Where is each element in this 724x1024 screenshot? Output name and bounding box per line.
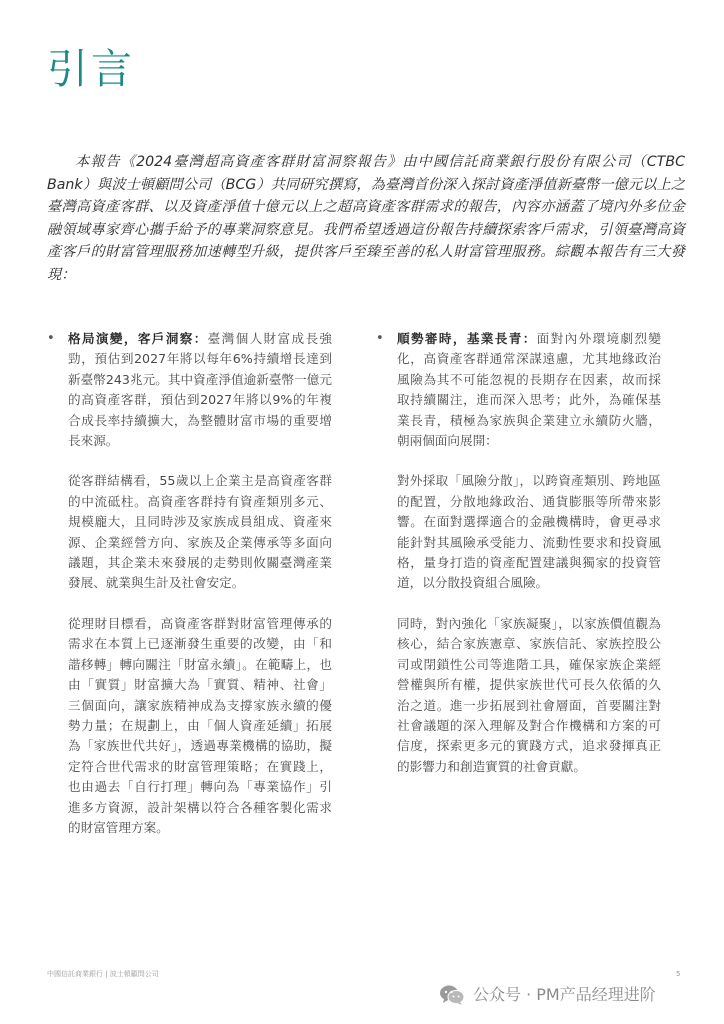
intro-paragraph: 本報告《2024臺灣超高資產客群財富洞察報告》由中國信託商業銀行股份有限公司（CTBC Bank）與波士頓顧問公司（BCG）共同研究撰寫，為臺灣首份深入探討資產淨值新臺幣一億元以上之臺灣高資產客群、以及資產淨值十億元以上之超高資產客群需求的報告，內容亦涵蓋了境內外多位金融領域專家齊心攜手給予的專業洞察意見。我們希望透過這份報告持續探索客戶需求，引領臺灣高資產客戶的財富管理服務加速轉型升級，提供客戶至臻至善的私人財富管理服務。綜觀本報告有三大發現： — [47, 154, 685, 283]
finding-2-paragraph-3: 同時，對內強化「家族凝聚」，以家族價值觀為核心，結合家族憲章、家族信託、家族控股公司或閉鎖性公司等進階工具，確保家族企業經營權與所有權，提供家族世代可長久依循的久治之道。進一步拓展到社會層面，首要關注對社會議題的深入理解及對合作機構和方案的可信度，探索更多元的實踐方式，追求發揮真正的影響力和創造實質的社會貢獻。 — [397, 615, 661, 774]
finding-2-heading: 順勢審時，基業長青： — [397, 331, 537, 346]
watermark-text: 公众号 · PM产品经理进阶 — [473, 985, 656, 1004]
bullet-icon: • — [47, 331, 55, 346]
finding-2-paragraph-2: 對外採取「風險分散」，以跨資產類別、跨地區的配置，分散地緣政治、通貨膨脹等所帶來影響。在面對選擇適合的金融機構時，會更尋求能針對其風險承受能力、流動性要求和投資風格，量身打造的資產配置建議與獨家的投資管道，以分散投資組合風險。 — [397, 473, 661, 591]
watermark — [439, 984, 656, 1006]
finding-1-heading: 格局演變，客戶洞察： — [68, 331, 208, 346]
finding-1-text-1: 臺灣個人財富成長強勁，預估到2027年將以每年6%持續增長達到新臺幣243兆元。其中資產淨值逾新臺幣一億元的高資產客群，預估到2027年將以9%的年複合成長率持續擴大，為整體財富市場的重要增長來源。 — [68, 331, 333, 449]
bullet-icon: • — [376, 331, 384, 346]
page-number: 5 — [676, 970, 681, 978]
wechat-icon — [439, 984, 465, 1006]
right-column — [376, 329, 661, 797]
footer-source: 中國信託商業銀行 | 波士頓顧問公司 — [47, 970, 159, 978]
page-title: 引言 — [47, 45, 135, 93]
finding-1-paragraph-2: 從客群結構看，55歲以上企業主是高資產客群的中流砥柱。高資產客群持有資產類別多元、規模龐大，且同時涉及家族成員組成、資產來源、企業經營方向、家族及企業傳承等多面向議題，其企業未來發展的走勢則攸關臺灣產業發展、就業與生計及社會安定。 — [68, 473, 332, 591]
finding-item-2 — [376, 329, 661, 777]
finding-1-paragraph-1 — [68, 329, 332, 451]
finding-1-paragraph-3: 從理財目標看，高資產客群對財富管理傳承的需求在本質上已逐漸發生重要的改變，由「和諧移轉」轉向關注「財富永續」。在範疇上，也由「實質」財富擴大為「實質、精神、社會」三個面向，讓家族精神成為支撐家族永續的優勢力量；在規劃上，由「個人資產延續」拓展為「家族世代共好」，透過專業機構的協助，擬定符合世代需求的財富管理策略；在實踐上，也由過去「自行打理」轉向為「專業協作」引進多方資源，設計架構以符合各種客製化需求的財富管理方案。 — [68, 615, 332, 835]
left-column — [47, 329, 332, 858]
finding-item-1 — [47, 329, 332, 838]
finding-2-paragraph-1 — [397, 329, 661, 451]
finding-2-text-1: 面對內外環境劇烈變化，高資產客群通常深謀遠慮，尤其地緣政治風險為其不可能忽視的長期存在因素，故而採取持續關注，進而深入思考；此外，為確保基業長青，積極為家族與企業建立永續防火牆，朝兩個面向展開： — [397, 331, 662, 449]
